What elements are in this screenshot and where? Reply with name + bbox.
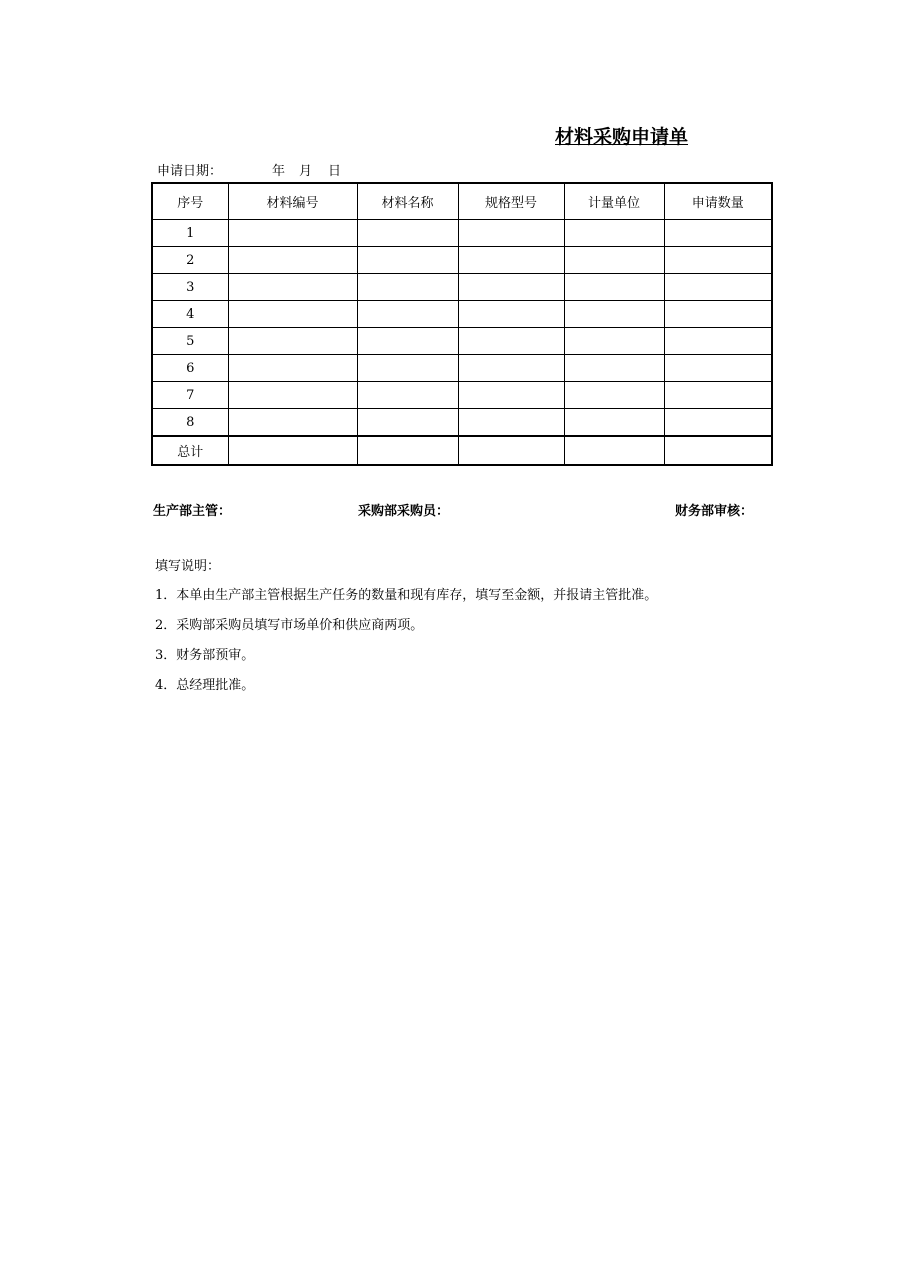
material-name-cell[interactable] [357, 301, 458, 328]
material-name-cell[interactable] [357, 247, 458, 274]
instruction-item: 4．总经理批准。 [155, 678, 255, 693]
unit-cell[interactable] [564, 220, 664, 247]
instruction-item: 1．本单由生产部主管根据生产任务的数量和现有库存，填写至金额，并报请主管批准。 [155, 588, 658, 603]
header-material-code: 材料编号 [228, 183, 357, 220]
quantity-cell[interactable] [664, 409, 772, 437]
instruction-item: 3．财务部预审。 [155, 648, 255, 663]
unit-cell[interactable] [564, 355, 664, 382]
year-label: 年 [272, 164, 286, 179]
unit-cell[interactable] [564, 247, 664, 274]
unit-cell[interactable] [564, 409, 664, 437]
table-header-row [152, 183, 772, 220]
material-code-cell[interactable] [228, 274, 357, 301]
specification-cell[interactable] [458, 382, 564, 409]
unit-cell[interactable] [564, 328, 664, 355]
row-number: 1 [152, 220, 228, 247]
quantity-cell[interactable] [664, 328, 772, 355]
row-number: 7 [152, 382, 228, 409]
material-code-cell[interactable] [228, 301, 357, 328]
material-name-cell[interactable] [357, 409, 458, 437]
specification-cell[interactable] [458, 247, 564, 274]
quantity-cell[interactable] [664, 382, 772, 409]
table-row [152, 328, 772, 355]
production-supervisor-signature: 生产部主管： [153, 504, 232, 519]
material-code-cell[interactable] [228, 247, 357, 274]
header-material-name: 材料名称 [357, 183, 458, 220]
day-label: 日 [328, 164, 342, 179]
specification-cell[interactable] [458, 328, 564, 355]
month-label: 月 [299, 164, 313, 179]
material-name-cell[interactable] [357, 220, 458, 247]
material-code-cell[interactable] [228, 220, 357, 247]
table-row [152, 247, 772, 274]
row-number: 6 [152, 355, 228, 382]
table-row [152, 382, 772, 409]
row-number: 8 [152, 409, 228, 437]
specification-cell[interactable] [458, 301, 564, 328]
total-quantity-cell[interactable] [664, 436, 772, 465]
row-number: 5 [152, 328, 228, 355]
row-number: 2 [152, 247, 228, 274]
quantity-cell[interactable] [664, 301, 772, 328]
unit-cell[interactable] [564, 301, 664, 328]
total-unit-cell[interactable] [564, 436, 664, 465]
instruction-item: 2．采购部采购员填写市场单价和供应商两项。 [155, 618, 424, 633]
quantity-cell[interactable] [664, 274, 772, 301]
unit-cell[interactable] [564, 382, 664, 409]
specification-cell[interactable] [458, 409, 564, 437]
header-specification: 规格型号 [458, 183, 564, 220]
header-unit: 计量单位 [564, 183, 664, 220]
header-serial-number: 序号 [152, 183, 228, 220]
material-name-cell[interactable] [357, 274, 458, 301]
application-date-label: 申请日期： [157, 164, 223, 179]
total-material-code-cell[interactable] [228, 436, 357, 465]
total-row [152, 436, 772, 465]
quantity-cell[interactable] [664, 247, 772, 274]
material-name-cell[interactable] [357, 328, 458, 355]
material-name-cell[interactable] [357, 382, 458, 409]
total-label: 总计 [152, 436, 228, 465]
specification-cell[interactable] [458, 220, 564, 247]
instructions-section [155, 555, 657, 704]
table-row [152, 409, 772, 437]
table-row [152, 220, 772, 247]
instructions-heading: 填写说明： [155, 559, 221, 574]
total-specification-cell[interactable] [458, 436, 564, 465]
header-quantity: 申请数量 [664, 183, 772, 220]
table-row [152, 301, 772, 328]
table-row [152, 355, 772, 382]
table-row [152, 274, 772, 301]
material-code-cell[interactable] [228, 355, 357, 382]
quantity-cell[interactable] [664, 220, 772, 247]
row-number: 3 [152, 274, 228, 301]
purchase-request-table [151, 182, 773, 466]
material-code-cell[interactable] [228, 382, 357, 409]
purchasing-clerk-signature: 采购部采购员： [358, 504, 450, 519]
row-number: 4 [152, 301, 228, 328]
finance-review-signature: 财务部审核： [675, 504, 754, 519]
total-material-name-cell[interactable] [357, 436, 458, 465]
material-code-cell[interactable] [228, 409, 357, 437]
material-name-cell[interactable] [357, 355, 458, 382]
specification-cell[interactable] [458, 274, 564, 301]
quantity-cell[interactable] [664, 355, 772, 382]
form-title: 材料采购申请单 [555, 126, 689, 148]
unit-cell[interactable] [564, 274, 664, 301]
material-code-cell[interactable] [228, 328, 357, 355]
specification-cell[interactable] [458, 355, 564, 382]
